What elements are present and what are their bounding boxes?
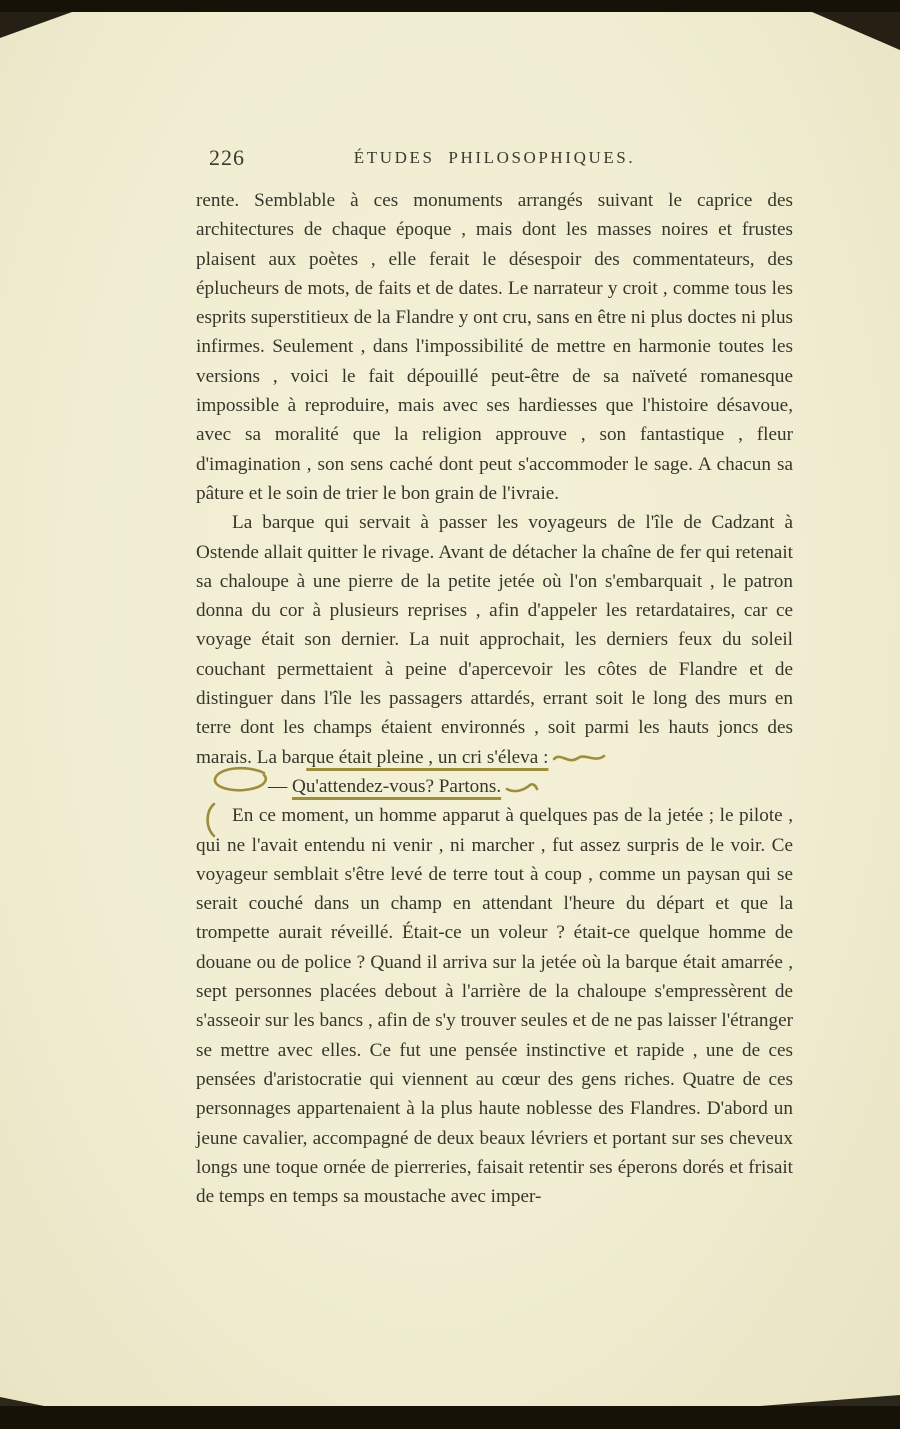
pen-underlined-dialogue: Qu'attendez-vous? Partons. [291,775,502,797]
pen-flourish-mark [552,750,606,766]
pen-paren-mark [202,802,218,838]
paragraph-3-dialogue [196,772,793,801]
paragraph-4 [196,801,793,1211]
paragraph-2-text: La barque qui servait à passer les voyageurs de l'île de Cadzant à Ostende allait quitter le rivage. Avant de détacher la chaîne de fer qui retenait sa chaloupe à une pierre de la petite jetée où l'on s'embarquait , le patron donna du cor à plusieurs reprises , afin d'appeler les retardataires, car ce voyage était son dernier. La nuit approchait, les derniers feux du soleil couchant permettaient à peine d'apercevoir les côtes de Flandre et de distinguer dans l'île les passagers attardés, errant soit le long des murs en terre dont les champs étaient environnés , soit parmi les hauts joncs des marais. La bar [196,512,793,768]
pen-underlined-phrase: que était pleine , un cri s'éleva : [306,746,549,768]
body-text [196,186,793,1211]
scan-corner-top-left [0,12,72,38]
paragraph-2 [196,508,793,772]
pen-circle-mark [232,772,287,801]
scan-corner-bottom-right [760,1395,900,1406]
page-number: 226 [209,145,245,170]
pen-oval-icon [210,767,272,795]
scan-corner-top-right [812,12,900,50]
scan-edge-top [0,0,900,12]
dialogue-dash: — [268,775,288,797]
paragraph-1: rente. Semblable à ces monuments arrangés suivant le caprice des architectures de chaque époque , mais dont les masses noires et frustes plaisent aux poètes , elle ferait le désespoir des commentateurs, des éplucheurs de mots, de faits et de dates. Le narrateur y croit , comme tous les esprits superstitieux de la Flandre y ont cru, sans en être ni plus doctes ni plus infirmes. Seulement , dans l'impossibilité de mettre en harmonie toutes les versions , voici le fait dépouillé peut-être de sa naïveté romanesque impossible à reproduire, mais avec ses hardiesses que l'histoire désavoue, avec sa moralité que la religion approuve , son fantastique , fleur d'imagination , son sens caché dont peut s'accommoder le sage. A chacun sa pâture et le soin de trier le bon grain de l'ivraie. [196,190,793,504]
paragraph-4-text: En ce moment, un homme apparut à quelques pas de la jetée ; le pilote , qui ne l'avait entendu ni venir , ni marcher , fut assez surpris de le voir. Ce voyageur semblait s'être levé de terre tout à coup , comme un paysan qui se serait couché dans un champ en attendant l'heure du départ et que la trompette aurait réveillé. Était-ce un voleur ? était-ce quelque homme de douane ou de police ? Quand il arriva sur la jetée où la barque était amarrée , sept personnes placées debout à l'arrière de la chaloupe s'empressèrent de s'asseoir sur les bancs , afin de s'y trouver seules et de ne pas laisser l'étranger se mettre avec elles. Ce fut une pensée instinctive et rapide , une de ces pensées d'aristocratie qui viennent au cœur des gens riches. Quatre de ces personnages appartenaient à la plus haute noblesse des Flandres. D'abord un jeune cavalier, accompagné de deux beaux lévriers et portant sur ses cheveux longs une toque ornée de pierreries, faisait retentir ses éperons dorés et frisait de temps en temps sa moustache avec imper- [196,805,793,1208]
scan-edge-bottom [0,1406,900,1429]
running-title: ÉTUDES PHILOSOPHIQUES. [353,148,636,167]
page-header [196,145,793,170]
pen-flourish-mark-2 [505,781,539,795]
scan-corner-bottom-left [0,1397,44,1406]
